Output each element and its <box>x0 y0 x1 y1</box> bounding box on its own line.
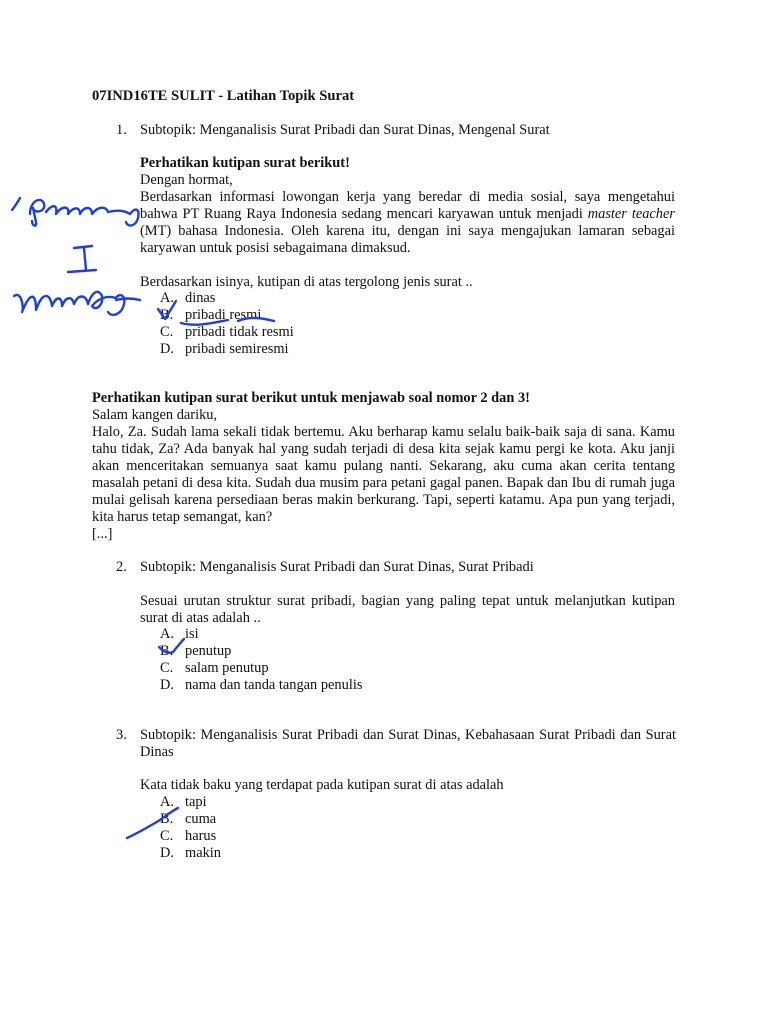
letter-ellipsis: [...] <box>92 526 113 542</box>
option-letter: B. <box>160 307 174 323</box>
option-b[interactable] <box>160 811 216 828</box>
subtopic-text: Subtopik: Menganalisis Surat Pribadi dan Surat Dinas, Kebahasaan Surat Pribadi dan Surat Dinas <box>140 727 676 760</box>
option-letter: A. <box>160 626 174 642</box>
option-text: isi <box>185 626 199 642</box>
question-1-passage <box>140 155 675 257</box>
letter-body-part: Berdasarkan informasi lowongan kerja yang beredar di media sosial, saya mengetahui bahwa PT Ruang Raya Indonesia sedang mencari karyawan untuk menjadi <box>140 189 675 222</box>
option-c[interactable] <box>160 660 269 677</box>
question-1-subtopic <box>116 122 676 142</box>
option-text: penutup <box>185 643 232 659</box>
option-b[interactable] <box>160 643 231 660</box>
option-letter: B. <box>160 643 174 659</box>
option-letter: A. <box>160 794 174 810</box>
option-letter: B. <box>160 811 174 827</box>
option-text: pribadi resmi <box>185 307 262 323</box>
passage-2 <box>92 390 675 543</box>
question-2-subtopic <box>116 559 676 579</box>
option-c[interactable] <box>160 828 216 845</box>
option-a[interactable] <box>160 626 199 643</box>
question-1-prompt: Berdasarkan isinya, kutipan di atas tergolong jenis surat .. <box>140 274 473 290</box>
option-text: dinas <box>185 290 216 306</box>
option-text: makin <box>185 845 221 861</box>
subtopic-text: Subtopik: Menganalisis Surat Pribadi dan Surat Dinas, Surat Pribadi <box>140 559 534 575</box>
letter-body-italic: master teacher <box>587 206 675 222</box>
option-text: nama dan tanda tangan penulis <box>185 677 363 693</box>
option-c[interactable] <box>160 324 294 341</box>
option-text: harus <box>185 828 217 844</box>
option-d[interactable] <box>160 677 362 694</box>
option-text: salam penutup <box>185 660 269 676</box>
letter-body-part: (MT) bahasa Indonesia. Oleh karena itu, dengan ini saya mengajukan lamaran sebagai karyawan untuk posisi sebagaimana dimaksud. <box>140 223 675 256</box>
question-2-prompt: Sesuai urutan struktur surat pribadi, bagian yang paling tepat untuk melanjutkan kutipan surat di atas adalah .. <box>140 593 675 626</box>
option-letter: C. <box>160 324 174 340</box>
passage-instruction: Perhatikan kutipan surat berikut! <box>140 155 350 171</box>
question-3-subtopic <box>116 727 676 763</box>
letter-greeting: Salam kangen dariku, <box>92 407 218 423</box>
option-letter: C. <box>160 660 174 676</box>
question-number: 2. <box>116 559 127 575</box>
option-a[interactable] <box>160 290 215 307</box>
passage-instruction: Perhatikan kutipan surat berikut untuk menjawab soal nomor 2 dan 3! <box>92 390 530 406</box>
question-3-prompt: Kata tidak baku yang terdapat pada kutipan surat di atas adalah <box>140 777 504 793</box>
option-text: tapi <box>185 794 207 810</box>
document-title: 07IND16TE SULIT - Latihan Topik Surat <box>92 88 355 104</box>
option-letter: C. <box>160 828 174 844</box>
question-number: 1. <box>116 122 127 138</box>
option-d[interactable] <box>160 341 289 358</box>
handwritten-note-icon <box>12 198 140 315</box>
option-text: cuma <box>185 811 217 827</box>
letter-body <box>140 189 675 257</box>
option-d[interactable] <box>160 845 221 862</box>
option-b[interactable] <box>160 307 261 324</box>
option-a[interactable] <box>160 794 207 811</box>
subtopic-text: Subtopik: Menganalisis Surat Pribadi dan Surat Dinas, Mengenal Surat <box>140 122 550 138</box>
option-letter: A. <box>160 290 174 306</box>
option-text: pribadi semiresmi <box>185 341 289 357</box>
option-letter: D. <box>160 341 174 357</box>
option-text: pribadi tidak resmi <box>185 324 294 340</box>
letter-greeting: Dengan hormat, <box>140 172 233 188</box>
letter-body: Halo, Za. Sudah lama sekali tidak bertemu. Aku berharap kamu selalu baik-baik saja di sana. Kamu tahu tidak, Za? Ada banyak hal yang sudah terjadi di desa kita sejak kamu pergi ke kota. Aku janji akan menceritakan semuanya saat kamu pulang nanti. Sekarang, aku cuma akan cerita tentang masalah petani di desa kita. Sudah dua musim para petani gagal panen. Bapak dan Ibu di rumah juga mulai gelisah karena persediaan beras makin berkurang. Tapi, seperti katamu. Apa pun yang terjadi, kita harus tetap semangat, kan? <box>92 424 675 525</box>
option-letter: D. <box>160 677 174 693</box>
question-number: 3. <box>116 727 127 743</box>
option-letter: D. <box>160 845 174 861</box>
